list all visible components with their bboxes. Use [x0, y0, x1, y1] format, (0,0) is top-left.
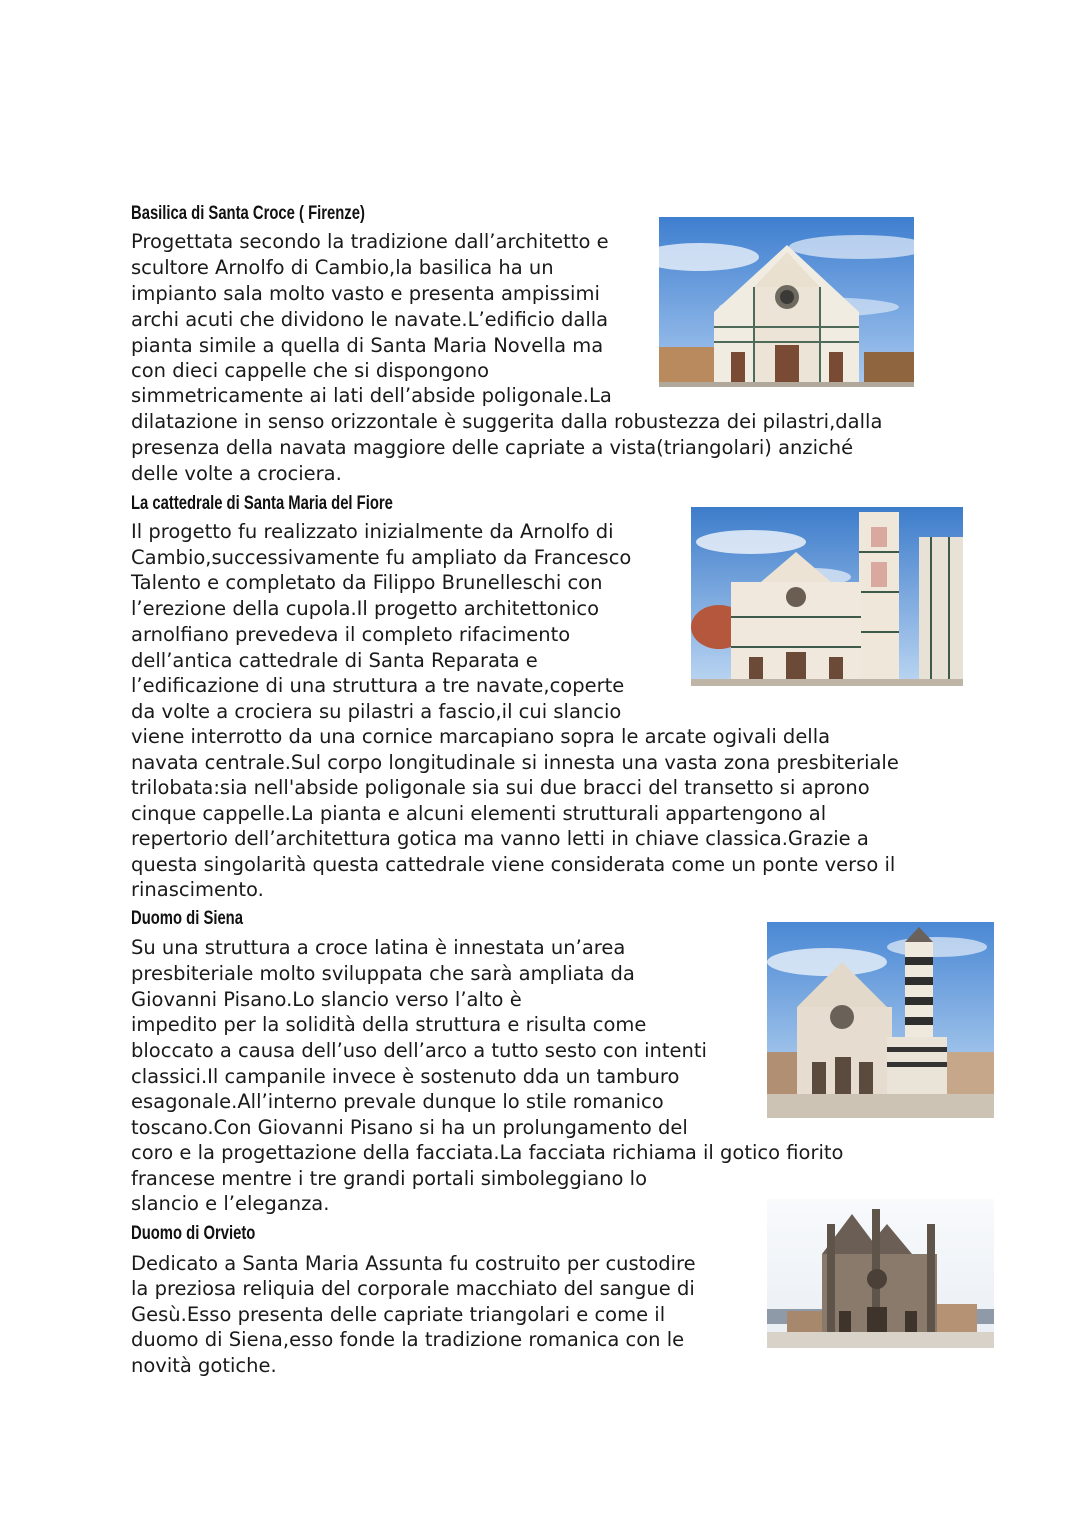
text-line: navata centrale.Sul corpo longitudinale si innesta una vasta zona presbiteriale — [131, 751, 899, 774]
text-line: archi acuti che dividono le navate.L’edificio dalla — [131, 308, 609, 331]
text-line: Il progetto fu realizzato inizialmente da Arnolfo di — [131, 520, 614, 543]
text-line: Giovanni Pisano.Lo slancio verso l’alto è — [131, 988, 522, 1011]
text-line: la preziosa reliquia del corporale macchiato del sangue di — [131, 1277, 695, 1300]
text-line: presbiteriale molto sviluppata che sarà ampliata da — [131, 962, 635, 985]
text-line: impianto sala molto vasto e presenta ampissimi — [131, 282, 600, 305]
text-line: arnolfiano prevedeva il completo rifacimento — [131, 623, 571, 646]
text-line: impedito per la solidità della struttura e risulta come — [131, 1013, 647, 1036]
text-line: Dedicato a Santa Maria Assunta fu costruito per custodire — [131, 1252, 696, 1275]
santa-maria-del-fiore-photo — [691, 507, 963, 686]
text-line: duomo di Siena,esso fonde la tradizione romanica con le — [131, 1328, 685, 1351]
text-line: viene interrotto da una cornice marcapiano sopra le arcate ogivali della — [131, 725, 831, 748]
heading-duomo-siena: Duomo di Siena — [131, 908, 243, 929]
text-line: novità gotiche. — [131, 1354, 277, 1377]
text-line: presenza della navata maggiore delle capriate a vista(triangolari) anziché — [131, 436, 854, 459]
text-line: rinascimento. — [131, 878, 264, 901]
text-line: dell’antica cattedrale di Santa Reparata e — [131, 649, 538, 672]
heading-santa-croce: Basilica di Santa Croce ( Firenze) — [131, 203, 365, 224]
text-line: scultore Arnolfo di Cambio,la basilica ha un — [131, 256, 554, 279]
text-line: simmetricamente ai lati dell’abside poligonale.La — [131, 384, 612, 407]
text-line: Su una struttura a croce latina è innestata un’area — [131, 936, 626, 959]
text-line: Gesù.Esso presenta delle capriate triangolari e come il — [131, 1303, 666, 1326]
text-line: Talento e completato da Filippo Brunelleschi con — [131, 571, 603, 594]
text-line: con dieci cappelle che si dispongono — [131, 359, 490, 382]
text-line: slancio e l’eleganza. — [131, 1192, 330, 1215]
santa-croce-photo — [659, 217, 914, 387]
text-line: esagonale.All’interno prevale dunque lo stile romanico — [131, 1090, 664, 1113]
text-line: francese mentre i tre grandi portali simboleggiano lo — [131, 1167, 647, 1190]
text-line: toscano.Con Giovanni Pisano si ha un prolungamento del — [131, 1116, 688, 1139]
heading-santa-maria-del-fiore: La cattedrale di Santa Maria del Fiore — [131, 493, 393, 514]
text-line: coro e la progettazione della facciata.La facciata richiama il gotico fiorito — [131, 1141, 844, 1164]
heading-duomo-orvieto: Duomo di Orvieto — [131, 1223, 256, 1244]
text-line: da volte a crociera su pilastri a fascio,il cui slancio — [131, 700, 622, 723]
text-line: delle volte a crociera. — [131, 462, 342, 485]
text-line: Progettata secondo la tradizione dall’architetto e — [131, 230, 609, 253]
text-line: l’erezione della cupola.Il progetto architettonico — [131, 597, 600, 620]
text-line: cinque cappelle.La pianta e alcuni elementi strutturali appartengono al — [131, 802, 827, 825]
text-line: repertorio dell’architettura gotica ma vanno letti in chiave classica.Grazie a — [131, 827, 869, 850]
text-line: classici.Il campanile invece è sostenuto dda un tamburo — [131, 1065, 680, 1088]
text-line: trilobata:sia nell'abside poligonale sia sui due bracci del transetto si aprono — [131, 776, 870, 799]
text-line: questa singolarità questa cattedrale viene considerata come un ponte verso il — [131, 853, 896, 876]
text-line: pianta simile a quella di Santa Maria Novella ma — [131, 334, 604, 357]
text-line: bloccato a causa dell’uso dell’arco a tutto sesto con intenti — [131, 1039, 707, 1062]
text-line: Cambio,successivamente fu ampliato da Francesco — [131, 546, 632, 569]
duomo-orvieto-photo — [767, 1199, 994, 1348]
text-line: dilatazione in senso orizzontale è suggerita dalla robustezza dei pilastri,dalla — [131, 410, 883, 433]
duomo-siena-photo — [767, 922, 994, 1118]
text-line: l’edificazione di una struttura a tre navate,coperte — [131, 674, 625, 697]
